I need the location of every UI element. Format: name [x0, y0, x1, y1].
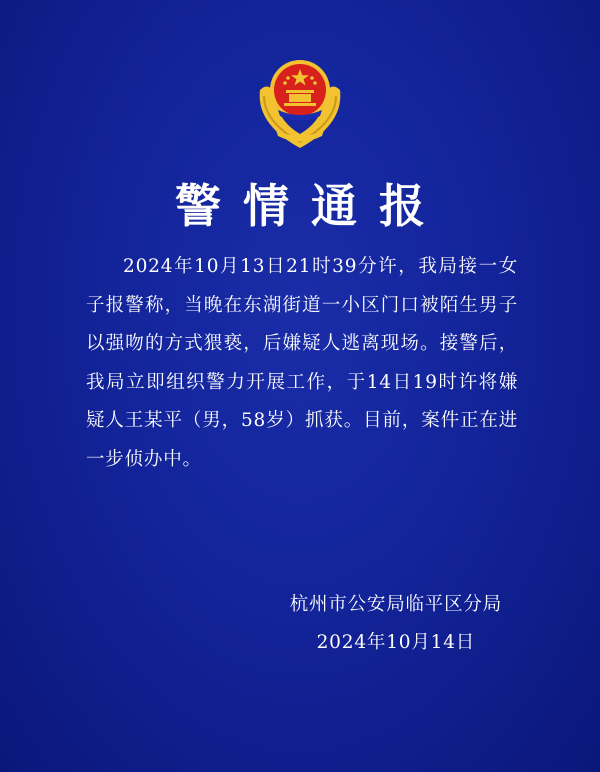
- issuer-name: 杭州市公安局临平区分局: [289, 594, 502, 615]
- notice-body: 2024年10月13日21时39分许，我局接一女子报警称，当晚在东湖街道一小区门口被陌生男子以强吻的方式猥亵，后嫌疑人逃离现场。接警后，我局立即组织警力开展工作，于14日19时许将嫌疑人王某平（男，58岁）抓获。目前，案件正在进一步侦办中。: [86, 256, 518, 470]
- issue-date: 2024年10月14日: [316, 632, 476, 653]
- police-emblem-icon: [250, 52, 350, 152]
- notice-title: 警情通报: [175, 179, 447, 233]
- notice-signature: [290, 586, 502, 662]
